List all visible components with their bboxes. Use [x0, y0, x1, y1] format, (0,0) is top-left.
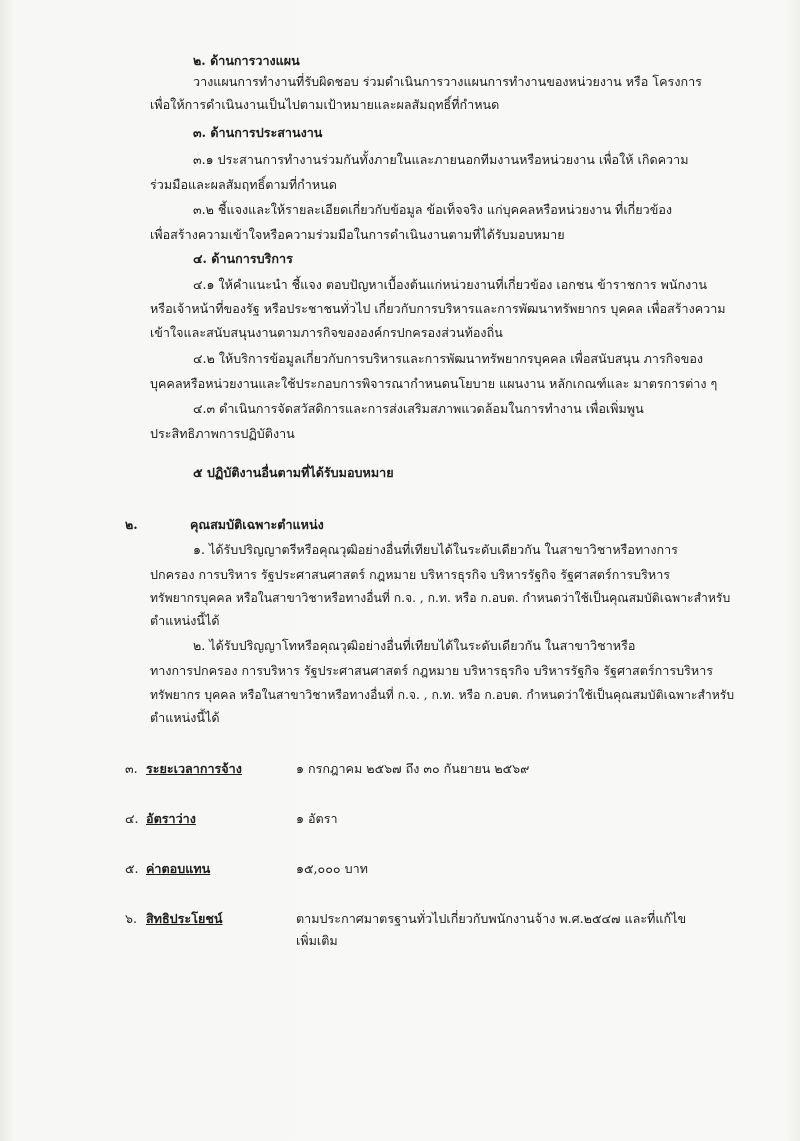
term-value-employment-period: ๑ กรกฎาคม ๒๕๖๗ ถึง ๓๐ กันยายน ๒๕๖๙	[296, 761, 530, 776]
section-heading-service: ๔. ด้านการบริการ	[193, 251, 293, 266]
qualification-1-line-1: ๑. ได้รับปริญญาตรีหรือคุณวุฒิอย่างอื่นที่เทียบได้ในระดับเดียวกัน ในสาขาวิชาหรือทางการ	[193, 542, 678, 557]
qualification-2-line-4: ตำแหน่งนี้ได้	[150, 710, 220, 725]
service-item3-line-2: ประสิทธิภาพการปฏิบัติงาน	[150, 426, 295, 441]
coordination-item1-line-2: ร่วมมือและผลสัมฤทธิ์ตามที่กำหนด	[150, 177, 337, 192]
term-value-benefits-line-2: เพิ่มเติม	[296, 933, 338, 948]
term-value-compensation: ๑๕,๐๐๐ บาท	[296, 861, 368, 876]
qualification-2-line-2: ทางการปกครอง การบริหาร รัฐประศาสนศาสตร์ กฎหมาย บริหารธุรกิจ บริหารรัฐกิจ รัฐศาสตร์การบริหาร	[150, 663, 714, 678]
service-item3-line-1: ๔.๓ ดำเนินการจัดสวัสดิการและการส่งเสริมสภาพแวดล้อมในการทำงาน เพื่อเพิ่มพูน	[193, 401, 644, 416]
term-label-employment-period: ระยะเวลาการจ้าง	[146, 761, 242, 776]
qualifications-number: ๒.	[125, 517, 138, 532]
qualification-1-line-3: ทรัพยากรบุคคล หรือในสาขาวิชาหรือทางอื่นที่ ก.จ. , ก.ท. หรือ ก.อบต. กำหนดว่าใช้เป็นคุณสมบัติเฉพาะสำหรับ	[150, 591, 731, 605]
term-number: ๕.	[125, 861, 139, 876]
coordination-item2-line-2: เพื่อสร้างความเข้าใจหรือความร่วมมือในการดำเนินงานตามที่ได้รับมอบหมาย	[150, 227, 565, 242]
section-heading-coordination: ๓. ด้านการประสานงาน	[193, 125, 323, 140]
service-item2-line-1: ๔.๒ ให้บริการข้อมูลเกี่ยวกับการบริหารและการพัฒนาทรัพยากรบุคคล เพื่อสนับสนุน ภารกิจของ	[193, 351, 704, 366]
planning-line-2: เพื่อให้การดำเนินงานเป็นไปตามเป้าหมายและผลสัมฤทธิ์ที่กำหนด	[150, 97, 500, 112]
service-item1-line-2: หรือเจ้าหน้าที่ของรัฐ หรือประชาชนทั่วไป เกี่ยวกับการบริหารและการพัฒนาทรัพยากร บุคคล เพื่อสร้างความ	[150, 301, 726, 316]
coordination-item2-line-1: ๓.๒ ชี้แจงและให้รายละเอียดเกี่ยวกับข้อมูล ข้อเท็จจริง แก่บุคคลหรือหน่วยงาน ที่เกี่ยวข้อง	[193, 202, 673, 217]
term-label-vacancies: อัตราว่าง	[146, 811, 196, 826]
coordination-item1-line-1: ๓.๑ ประสานการทำงานร่วมกันทั้งภายในและภายนอกทีมงานหรือหน่วยงาน เพื่อให้ เกิดความ	[193, 152, 689, 167]
planning-line-1: วางแผนการทำงานที่รับผิดชอบ ร่วมดำเนินการวางแผนการทำงานของหน่วยงาน หรือ โครงการ	[193, 74, 702, 89]
term-label-benefits: สิทธิประโยชน์	[146, 911, 223, 926]
qualification-2-line-1: ๒. ได้รับปริญญาโทหรือคุณวุฒิอย่างอื่นที่เทียบได้ในระดับเดียวกัน ในสาขาวิชาหรือ	[193, 638, 636, 653]
term-value-vacancies: ๑ อัตรา	[296, 811, 338, 826]
section-heading-planning: ๒. ด้านการวางแผน	[193, 53, 300, 68]
qualification-1-line-4: ตำแหน่งนี้ได้	[150, 613, 220, 628]
term-number: ๓.	[125, 761, 138, 776]
service-item2-line-2: บุคคลหรือหน่วยงานและใช้ประกอบการพิจารณากำหนดนโยบาย แผนงาน หลักเกณฑ์และ มาตรการต่าง ๆ	[150, 376, 718, 391]
service-item1-line-1: ๔.๑ ให้คำแนะนำ ชี้แจง ตอบปัญหาเบื้องต้นแก่หน่วยงานที่เกี่ยวข้อง เอกชน ข้าราชการ พนักงาน	[193, 277, 707, 292]
qualifications-title: คุณสมบัติเฉพาะตำแหน่ง	[190, 517, 324, 532]
term-number: ๖.	[125, 911, 137, 926]
qualification-1-line-2: ปกครอง การบริหาร รัฐประศาสนศาสตร์ กฎหมาย บริหารธุรกิจ บริหารรัฐกิจ รัฐศาสตร์การบริหาร	[150, 567, 671, 582]
qualification-2-line-3: ทรัพยากร บุคคล หรือในสาขาวิชาหรือทางอื่นที่ ก.จ. , ก.ท. หรือ ก.อบต. กำหนดว่าใช้เป็นคุณสมบัติเฉพาะสำหรับ	[150, 688, 735, 702]
service-item1-line-3: เข้าใจและสนับสนุนงานตามภารกิจขององค์กรปกครองส่วนท้องถิ่น	[150, 325, 503, 340]
section-heading-other-duties: ๕ ปฏิบัติงานอื่นตามที่ได้รับมอบหมาย	[193, 465, 394, 480]
term-value-benefits: ตามประกาศมาตรฐานทั่วไปเกี่ยวกับพนักงานจ้าง พ.ศ.๒๕๔๗ และที่แก้ไข	[296, 911, 687, 926]
term-number: ๔.	[125, 811, 139, 826]
term-label-compensation: ค่าตอบแทน	[146, 861, 211, 876]
